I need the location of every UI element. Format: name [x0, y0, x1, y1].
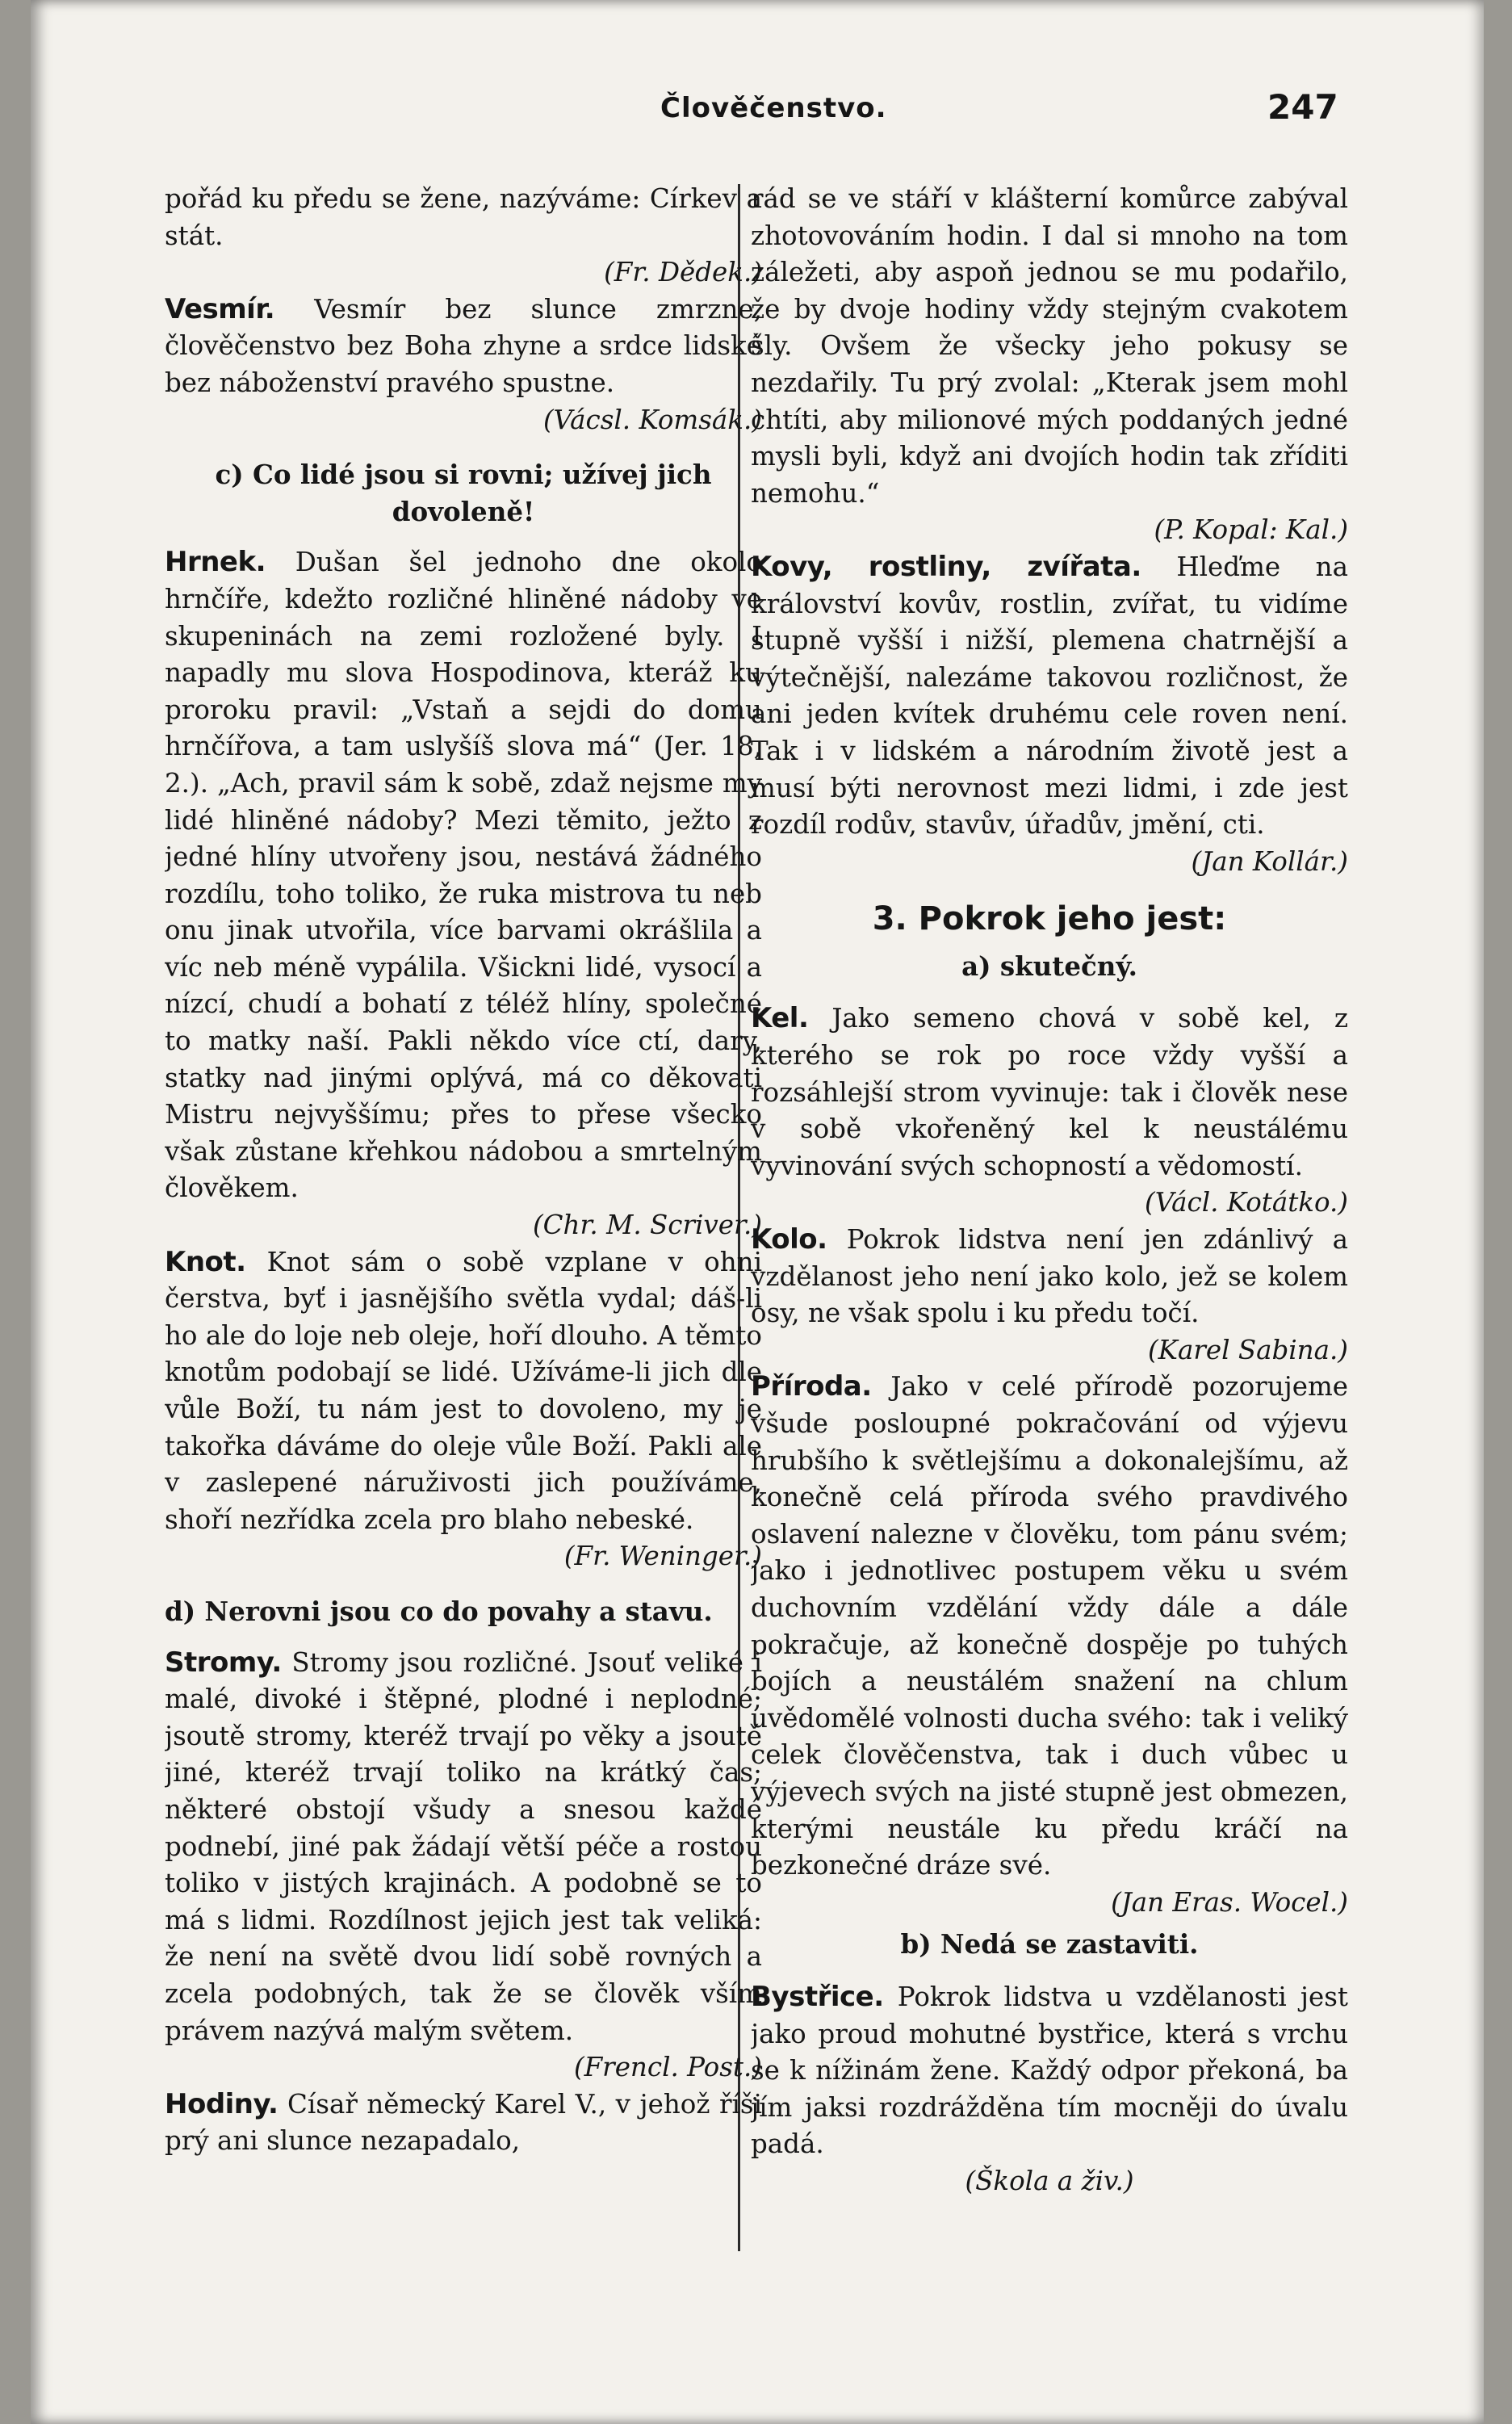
- entry-stromy: [165, 1645, 762, 2086]
- entry-text: Pokrok lidstva není jen zdánlivý a vzdělanost jeho není jako kolo, jež se kolem osy, ne však spolu i ku předu točí.: [751, 1224, 1348, 1329]
- entry-bystrice: [751, 1979, 1348, 2200]
- entry-text: Dušan šel jednoho dne okolo hrnčíře, kdežto rozličné hliněné nádoby ve skupeninách na zemi rozložené byly. I napadly mu slova Hospodinova, kteráž ku proroku pravil: „Vstaň a sejdi do domu hrnčířova, a tam uslyšíš slova má“ (Jer. 18, 2.). „Ach, pravil sám k sobě, zdaž nejsme my lidé hliněné nádoby? Mezi těmito, ježto z jedné hlíny utvořeny jsou, nestává žádného rozdílu, toho toliko, že ruka mistrova tu neb onu jinak utvořila, více barvami okrášlila a víc neb méně vypálila. Všickni lidé, vysocí a nízcí, chudí a bohatí z téléž hlíny, společné to matky naší. Pakli někdo více ctí, dary, statky nad jinými oplývá, má co děkovati Mistru nejvyššímu; přes to přese všecko však zůstane křehkou nádobou a smrtelným člověkem.: [165, 547, 762, 1204]
- entry-kolo: [751, 1222, 1348, 1369]
- attribution: (Václ. Kotátko.): [1145, 1187, 1348, 1218]
- entry-knot: [165, 1244, 762, 1575]
- page-number: 247: [1267, 87, 1338, 127]
- entry-text: pořád ku předu se žene, nazýváme: Církev a stát.: [165, 183, 762, 251]
- entry-continuation: [751, 181, 1348, 549]
- entry-hrnek: [165, 544, 762, 1243]
- book-page: [31, 0, 1484, 2424]
- attribution: (Chr. M. Scriver.): [532, 1210, 762, 1241]
- entry-vesmir: [165, 291, 762, 438]
- subsection-heading-b: b) Nedá se zastaviti.: [900, 1928, 1199, 1961]
- entry-text: Stromy jsou rozličné. Jsouť veliké i malé, divoké i štěpné, plodné i neplodné; jsoutě stromy, kteréž trvají po věky a jsoutě jiné, kteréž trvají toliko na krátký čas; některé obstojí všudy a snesou každé podnebí, jiné pak žádají větší péče a rostou toliko v jistých krajinách. A podobně se to má s lidmi. Rozdílnost jejich jest tak veliká: že není na světě dvou lidí sobě rovných a zcela podobných, tak že se člověk vším právem nazývá malým světem.: [165, 1646, 762, 2046]
- section-heading-c: c) Co lidé jsou si rovni; užívej jich dovoleně!: [215, 459, 712, 527]
- entry-text: rád se ve stáří v klášterní komůrce zabýval zhotovováním hodin. I dal si mnoho na tom záležeti, aby aspoň jednou se mu podařilo, že by dvoje hodiny vždy stejným cvakotem šly. Ovšem že všecky jeho pokusy se nezdařily. Tu prý zvolal: „Kterak jsem mohl chtíti, aby milionové mých poddaných jedné mysli byli, když ani dvojích hodin tak zříditi nemohu.“: [751, 183, 1348, 509]
- attribution: (Karel Sabina.): [1148, 1334, 1348, 1365]
- attribution: (Jan Kollár.): [1191, 845, 1348, 877]
- entry-keyword: Stromy.: [165, 1646, 282, 1679]
- entry-text: Jako v celé přírodě pozorujeme všude posloupné pokračování od výjevu hrubšího k světlejšímu a dokonalejšímu, až konečně celá příroda svého pravdivého oslavení nalezne v člověku, tom pánu svém; jako i jednotlivec postupem věku u svém duchovním vzdělání vždy dále a dále pokračuje, až konečně dospěje po tuhých bojích a neustálém snažení na chlum uvědomělé volnosti ducha svého: tak i veliký celek člověčenstva, tak i duch vůbec u výjevech svých na jisté stupně jest obmezen, kterými neustále ku předu kráčí na bezkonečné dráze své.: [751, 1371, 1348, 1881]
- left-column: [165, 181, 762, 2313]
- entry-keyword: Kovy, rostliny, zvířata.: [751, 550, 1141, 583]
- entry-keyword: Kolo.: [751, 1223, 827, 1256]
- entry-continuation: [165, 181, 762, 291]
- running-head: Člověčenstvo.: [660, 92, 887, 124]
- section-heading-d: d) Nerovni jsou co do povahy a stavu.: [165, 1595, 713, 1627]
- entry-keyword: Knot.: [165, 1245, 246, 1278]
- attribution: (Škola a živ.): [965, 2165, 1134, 2196]
- entry-text: Hleďme na království kovův, rostlin, zvířat, tu vidíme stupně vyšší i nižší, plemena chatrnější a výtečnější, nalezáme takovou rozličnost, že ani jeden kvítek druhému cele roven není. Tak i v lidském a národním životě jest a musí býti nerovnost mezi lidmi, i zde jest rozdíl rodův, stavův, úřadův, jmění, cti.: [751, 551, 1348, 841]
- page-header: [31, 87, 1484, 136]
- entry-keyword: Vesmír.: [165, 292, 275, 325]
- chapter-heading: 3. Pokrok jeho jest:: [872, 900, 1227, 938]
- entry-hodiny: [165, 2086, 762, 2160]
- attribution: (Jan Eras. Wocel.): [1111, 1886, 1348, 1918]
- entry-keyword: Bystřice.: [751, 1980, 884, 2013]
- entry-keyword: Hodiny.: [165, 2087, 279, 2120]
- entry-kel: [751, 1000, 1348, 1222]
- entry-keyword: Hrnek.: [165, 546, 266, 579]
- entry-kovy: [751, 549, 1348, 880]
- entry-text: Císař německý Karel V., v jehož říši prý ani slunce nezapadalo,: [165, 2088, 762, 2157]
- attribution: (Frencl. Post.): [573, 2052, 762, 2083]
- subsection-heading-a: a) skutečný.: [961, 950, 1137, 982]
- entry-keyword: Příroda.: [751, 1370, 872, 1403]
- entry-text: Vesmír bez slunce zmrzne, člověčenstvo bez Boha zhyne a srdce lidské bez náboženství pravého spustne.: [165, 293, 762, 398]
- entry-text: Pokrok lidstva u vzdělanosti jest jako proud mohutné bystřice, která s vrchu se k nížinám žene. Každý odpor překoná, ba jím jaksi rozdrážděna tím mocněji do úvalu padá.: [751, 1981, 1348, 2160]
- entry-priroda: [751, 1369, 1348, 1921]
- right-column: [751, 181, 1348, 2313]
- attribution: (P. Kopal: Kal.): [1154, 514, 1348, 546]
- attribution: (Fr. Dědek.): [604, 257, 762, 288]
- attribution: (Fr. Weninger.): [563, 1541, 762, 1572]
- attribution: (Vácsl. Komsák.): [542, 404, 762, 435]
- entry-text: Knot sám o sobě vzplane v ohni čerstva, byť i jasnějšího světla vydal; dáš-li ho ale do loje neb oleje, hoří dlouho. A těmto knotům podobají se lidé. Užíváme-li jich dle vůle Boží, tu nám jest to dovoleno, my je takořka dáváme do oleje vůle Boží. Pakli ale v zaslepené náruživosti jich používáme, shoří nezřídka zcela pro blaho nebeské.: [165, 1246, 762, 1535]
- entry-text: Jako semeno chová v sobě kel, z kterého se rok po roce vždy vyšší a rozsáhlejší strom vyvinuje: tak i člověk nese v sobě vkořeněný kel k neustálému vyvinování svých schopností a vědomostí.: [751, 1003, 1348, 1181]
- entry-keyword: Kel.: [751, 1002, 809, 1035]
